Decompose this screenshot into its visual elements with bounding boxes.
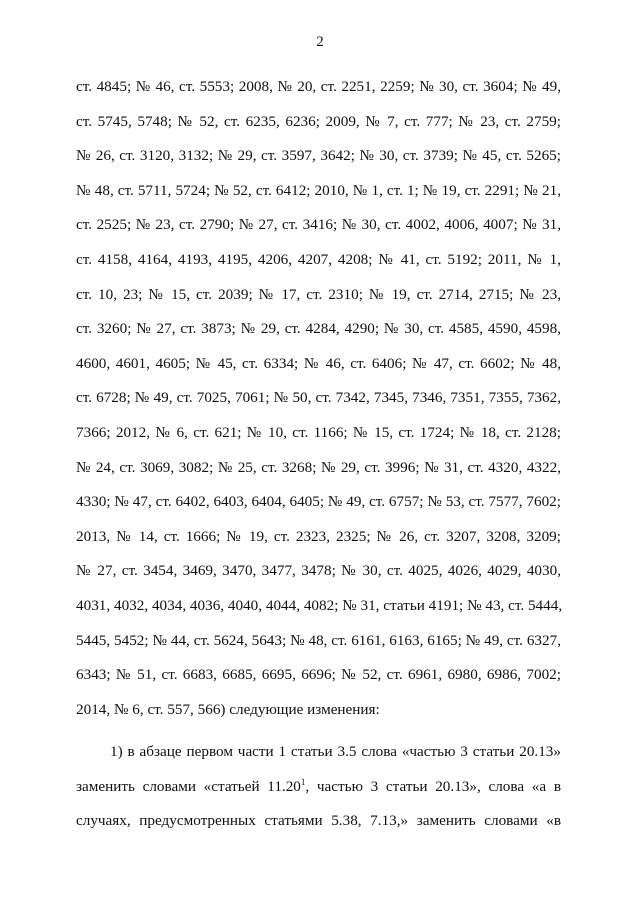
item-1-text: , частью 3 статьи 20.13», слова «а в: [305, 777, 561, 795]
item-1-line: 1) в абзаце первом части 1 статьи 3.5 слова «частью 3 статьи 20.13»: [110, 743, 561, 761]
text-line: № 48, ст. 5711, 5724; № 52, ст. 6412; 2010, № 1, ст. 1; № 19, ст. 2291; № 21,: [76, 181, 561, 199]
text-line: ст. 10, 23; № 15, ст. 2039; № 17, ст. 2310; № 19, ст. 2714, 2715; № 23,: [76, 285, 561, 303]
item-1-line: случаях, предусмотренных статьями 5.38, 7.13,» заменить словами «в: [76, 812, 561, 830]
document-body: [76, 70, 561, 839]
item-1-line: [76, 770, 561, 805]
text-line: 4330; № 47, ст. 6402, 6403, 6404, 6405; № 49, ст. 6757; № 53, ст. 7577, 7602;: [76, 493, 561, 511]
text-line: ст. 5745, 5748; № 52, ст. 6235, 6236; 2009, № 7, ст. 777; № 23, ст. 2759;: [76, 112, 561, 130]
text-line: ст. 4158, 4164, 4193, 4195, 4206, 4207, 4208; № 41, ст. 5192; 2011, № 1,: [76, 250, 561, 268]
text-line: 6343; № 51, ст. 6683, 6685, 6695, 6696; № 52, ст. 6961, 6980, 6986, 7002;: [76, 666, 561, 684]
text-line: ст. 3260; № 27, ст. 3873; № 29, ст. 4284, 4290; № 30, ст. 4585, 4590, 4598,: [76, 320, 561, 338]
text-line: 7366; 2012, № 6, ст. 621; № 10, ст. 1166; № 15, ст. 1724; № 18, ст. 2128;: [76, 423, 561, 441]
text-line: ст. 4845; № 46, ст. 5553; 2008, № 20, ст. 2251, 2259; № 30, ст. 3604; № 49,: [76, 78, 561, 95]
text-line: 5445, 5452; № 44, ст. 5624, 5643; № 48, ст. 6161, 6163, 6165; № 49, ст. 6327,: [76, 631, 561, 649]
text-line: ст. 6728; № 49, ст. 7025, 7061; № 50, ст. 7342, 7345, 7346, 7351, 7355, 7362,: [76, 389, 561, 407]
text-line: № 27, ст. 3454, 3469, 3470, 3477, 3478; № 30, ст. 4025, 4026, 4029, 4030,: [76, 562, 561, 580]
text-line: 4600, 4601, 4605; № 45, ст. 6334; № 46, ст. 6406; № 47, ст. 6602; № 48,: [76, 354, 561, 372]
text-line: 4031, 4032, 4034, 4036, 4040, 4044, 4082; № 31, статьи 4191; № 43, ст. 5444,: [76, 596, 563, 614]
item-1-text: заменить словами «статьей 11.20: [76, 777, 301, 795]
text-line: № 24, ст. 3069, 3082; № 25, ст. 3268; № 29, ст. 3996; № 31, ст. 4320, 4322,: [76, 458, 561, 476]
superscript: 1: [300, 776, 306, 787]
text-line: ст. 2525; № 23, ст. 2790; № 27, ст. 3416; № 30, ст. 4002, 4006, 4007; № 31,: [76, 216, 561, 234]
text-line: № 26, ст. 3120, 3132; № 29, ст. 3597, 3642; № 30, ст. 3739; № 45, ст. 5265;: [76, 147, 561, 165]
page-number: 2: [316, 34, 324, 50]
text-line: 2013, № 14, ст. 1666; № 19, ст. 2323, 2325; № 26, ст. 3207, 3208, 3209;: [76, 527, 561, 545]
text-line: 2014, № 6, ст. 557, 566) следующие изменения:: [76, 700, 380, 718]
